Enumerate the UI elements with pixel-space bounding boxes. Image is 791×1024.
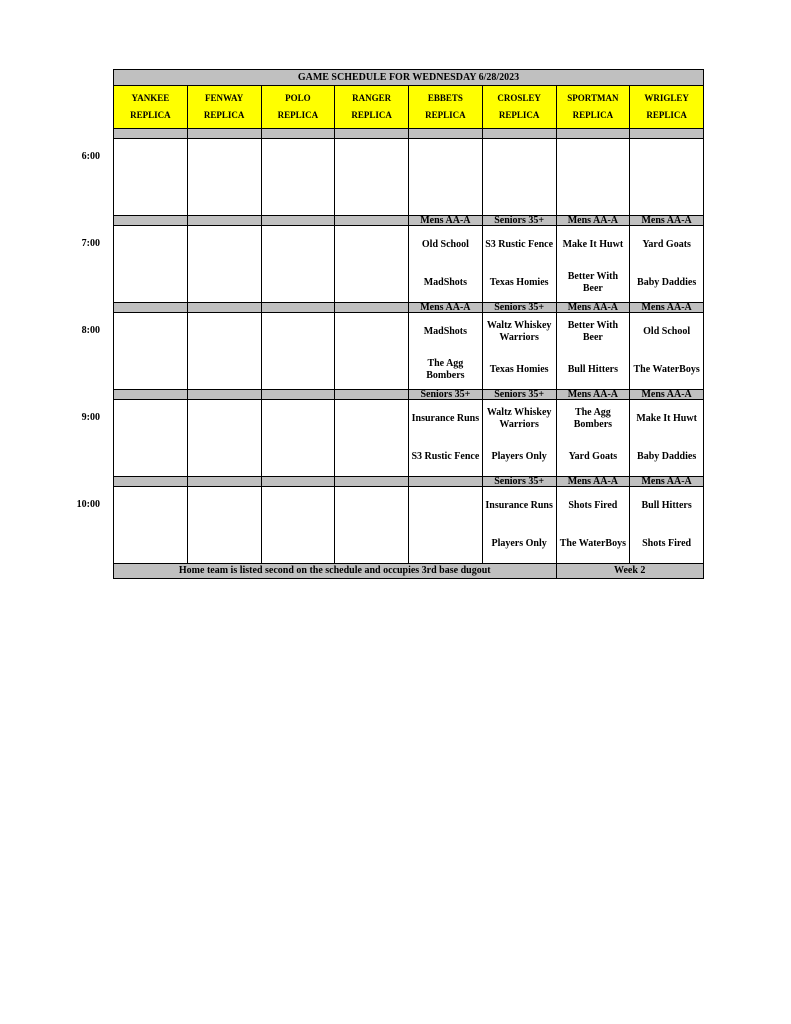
home-team xyxy=(335,264,408,302)
game-matchup xyxy=(335,313,408,389)
division-label xyxy=(114,129,188,139)
division-label: Seniors 35+ xyxy=(482,303,556,313)
home-team xyxy=(262,525,335,563)
home-team xyxy=(114,264,187,302)
home-team xyxy=(188,438,261,476)
game-matchup xyxy=(114,139,187,215)
time-label: 9:00 xyxy=(81,411,100,423)
home-team: Bull Hitters xyxy=(567,364,619,375)
visiting-team xyxy=(114,139,187,177)
visiting-team xyxy=(262,487,335,525)
game-cell xyxy=(114,226,188,303)
division-label xyxy=(187,303,261,313)
game-cell xyxy=(114,139,188,216)
home-team: The WaterBoys xyxy=(633,364,700,375)
home-team: Texas Homies xyxy=(489,277,549,288)
home-team: MadShots xyxy=(423,277,468,288)
visiting-team xyxy=(335,400,408,438)
field-subtitle: REPLICA xyxy=(277,110,319,120)
field-header xyxy=(556,86,630,129)
field-name: CROSLEY xyxy=(497,93,541,103)
week-label: Week 2 xyxy=(556,564,704,579)
visiting-team: Better With Beer xyxy=(567,320,619,343)
division-label xyxy=(261,477,335,487)
home-team: Shots Fired xyxy=(642,538,692,549)
visiting-team: Insurance Runs xyxy=(411,413,480,424)
game-cell xyxy=(187,226,261,303)
game-cell xyxy=(630,226,704,303)
game-matchup xyxy=(557,226,630,302)
division-label: Mens AA-A xyxy=(409,216,483,226)
game-cell xyxy=(482,226,556,303)
time-label: 7:00 xyxy=(81,237,100,249)
visiting-team xyxy=(335,487,408,525)
field-subtitle: REPLICA xyxy=(351,110,392,120)
game-cell xyxy=(482,139,556,216)
home-team: Texas Homies xyxy=(489,364,549,375)
visiting-team xyxy=(483,139,556,177)
home-team xyxy=(114,438,187,476)
division-label xyxy=(409,477,483,487)
field-subtitle: REPLICA xyxy=(646,110,687,120)
visiting-team xyxy=(188,400,261,438)
game-cell xyxy=(114,487,188,564)
visiting-team: Yard Goats xyxy=(642,239,691,250)
game-matchup xyxy=(409,139,482,215)
division-label xyxy=(114,477,188,487)
game-matchup xyxy=(188,400,261,476)
game-cell xyxy=(409,139,483,216)
division-label xyxy=(335,390,409,400)
game-cell xyxy=(409,313,483,390)
time-slot-row xyxy=(114,313,704,390)
visiting-team xyxy=(335,139,408,177)
visiting-team xyxy=(114,313,187,351)
time-label: 10:00 xyxy=(76,498,100,510)
time-slot-row xyxy=(114,226,704,303)
game-matchup xyxy=(114,487,187,563)
division-label xyxy=(630,129,704,139)
home-team xyxy=(188,177,261,215)
division-label: Mens AA-A xyxy=(556,477,630,487)
home-team xyxy=(114,525,187,563)
division-label: Mens AA-A xyxy=(630,216,704,226)
time-slot-row xyxy=(114,400,704,477)
field-header xyxy=(114,86,188,129)
game-matchup xyxy=(335,139,408,215)
game-cell xyxy=(114,400,188,477)
division-label xyxy=(335,216,409,226)
visiting-team xyxy=(188,487,261,525)
division-label: Mens AA-A xyxy=(630,303,704,313)
game-cell xyxy=(482,400,556,477)
division-label xyxy=(114,216,188,226)
game-cell xyxy=(556,226,630,303)
division-row xyxy=(114,390,704,400)
division-label: Seniors 35+ xyxy=(482,477,556,487)
game-cell xyxy=(482,487,556,564)
game-matchup xyxy=(630,487,703,563)
game-cell xyxy=(409,400,483,477)
game-matchup xyxy=(114,226,187,302)
game-cell xyxy=(187,139,261,216)
game-cell xyxy=(335,226,409,303)
division-label: Mens AA-A xyxy=(556,390,630,400)
game-cell xyxy=(335,487,409,564)
home-team xyxy=(114,177,187,215)
game-matchup xyxy=(335,487,408,563)
game-matchup xyxy=(557,139,630,215)
visiting-team xyxy=(188,139,261,177)
game-cell xyxy=(187,400,261,477)
footer-row xyxy=(114,564,704,579)
home-team: Baby Daddies xyxy=(637,277,697,288)
game-cell xyxy=(630,400,704,477)
division-label xyxy=(187,477,261,487)
field-subtitle: REPLICA xyxy=(498,110,540,120)
game-cell xyxy=(556,400,630,477)
home-team xyxy=(409,177,482,215)
schedule-body xyxy=(114,70,704,579)
game-cell xyxy=(261,313,335,390)
game-matchup xyxy=(262,487,335,563)
game-cell xyxy=(261,139,335,216)
field-header xyxy=(261,86,335,129)
division-row xyxy=(114,129,704,139)
game-cell xyxy=(187,487,261,564)
game-cell xyxy=(556,487,630,564)
division-label xyxy=(482,129,556,139)
game-matchup xyxy=(335,226,408,302)
game-matchup xyxy=(188,226,261,302)
division-label xyxy=(335,477,409,487)
game-cell xyxy=(335,139,409,216)
home-team: Better With Beer xyxy=(567,271,619,294)
visiting-team xyxy=(335,313,408,351)
field-name: SPORTMAN xyxy=(567,93,619,103)
game-matchup xyxy=(262,313,335,389)
field-subtitle: REPLICA xyxy=(425,110,466,120)
game-matchup xyxy=(483,139,556,215)
visiting-team: Waltz Whiskey Warriors xyxy=(486,320,552,343)
home-team xyxy=(262,177,335,215)
game-cell xyxy=(556,139,630,216)
time-slot-row xyxy=(114,487,704,564)
visiting-team: Old School xyxy=(421,239,469,250)
game-cell xyxy=(187,313,261,390)
game-matchup xyxy=(630,226,703,302)
home-team xyxy=(630,177,703,215)
visiting-team xyxy=(188,313,261,351)
visiting-team xyxy=(557,139,630,177)
game-matchup xyxy=(409,313,482,389)
visiting-team xyxy=(409,139,482,177)
visiting-team xyxy=(409,487,482,525)
visiting-team: Waltz Whiskey Warriors xyxy=(486,407,552,430)
visiting-team xyxy=(114,226,187,264)
division-row xyxy=(114,303,704,313)
field-name: YANKEE xyxy=(131,93,170,103)
home-team xyxy=(335,351,408,389)
game-matchup xyxy=(188,313,261,389)
division-label: Mens AA-A xyxy=(556,216,630,226)
division-label: Mens AA-A xyxy=(409,303,483,313)
visiting-team xyxy=(262,226,335,264)
field-name: POLO xyxy=(285,93,311,103)
field-name: EBBETS xyxy=(427,93,463,103)
division-label: Seniors 35+ xyxy=(409,390,483,400)
game-cell xyxy=(482,313,556,390)
time-slot-row xyxy=(114,139,704,216)
time-label: 6:00 xyxy=(81,150,100,162)
field-name: WRIGLEY xyxy=(644,93,689,103)
visiting-team xyxy=(335,226,408,264)
home-team: The WaterBoys xyxy=(559,538,626,549)
game-matchup xyxy=(262,226,335,302)
division-label: Mens AA-A xyxy=(556,303,630,313)
home-team: Baby Daddies xyxy=(637,451,697,462)
division-label xyxy=(556,129,630,139)
visiting-team: The Agg Bombers xyxy=(573,407,613,430)
field-header xyxy=(482,86,556,129)
visiting-team: MadShots xyxy=(423,326,468,337)
field-header-row xyxy=(114,86,704,129)
field-header xyxy=(187,86,261,129)
field-subtitle: REPLICA xyxy=(130,110,171,120)
home-team xyxy=(409,525,482,563)
game-matchup xyxy=(188,139,261,215)
division-label xyxy=(335,129,409,139)
game-matchup xyxy=(483,400,556,476)
visiting-team: Insurance Runs xyxy=(485,500,553,511)
home-team: S3 Rustic Fence xyxy=(411,451,480,462)
game-cell xyxy=(630,313,704,390)
game-matchup xyxy=(409,226,482,302)
home-team xyxy=(335,177,408,215)
field-subtitle: REPLICA xyxy=(572,110,614,120)
game-cell xyxy=(556,313,630,390)
game-matchup xyxy=(409,487,482,563)
division-label: Seniors 35+ xyxy=(482,390,556,400)
home-team xyxy=(262,351,335,389)
game-cell xyxy=(409,226,483,303)
visiting-team: Make It Huwt xyxy=(562,239,624,250)
home-team xyxy=(483,177,556,215)
visiting-team: Shots Fired xyxy=(568,500,618,511)
game-matchup xyxy=(262,139,335,215)
home-team xyxy=(188,525,261,563)
division-label: Seniors 35+ xyxy=(482,216,556,226)
game-matchup xyxy=(409,400,482,476)
visiting-team xyxy=(630,139,703,177)
division-label xyxy=(261,303,335,313)
game-matchup xyxy=(557,400,630,476)
field-header xyxy=(409,86,483,129)
division-label xyxy=(335,303,409,313)
game-matchup xyxy=(630,400,703,476)
game-cell xyxy=(630,139,704,216)
schedule-title: GAME SCHEDULE FOR WEDNESDAY 6/28/2023 xyxy=(114,70,704,86)
division-label: Mens AA-A xyxy=(630,477,704,487)
game-matchup xyxy=(557,487,630,563)
game-matchup xyxy=(114,400,187,476)
game-matchup xyxy=(630,313,703,389)
division-label: Mens AA-A xyxy=(630,390,704,400)
game-cell xyxy=(261,226,335,303)
division-label xyxy=(187,390,261,400)
division-row xyxy=(114,216,704,226)
game-cell xyxy=(630,487,704,564)
home-team xyxy=(335,438,408,476)
visiting-team xyxy=(188,226,261,264)
home-team xyxy=(114,351,187,389)
home-team xyxy=(188,264,261,302)
division-label xyxy=(114,303,188,313)
visiting-team xyxy=(262,313,335,351)
game-matchup xyxy=(557,313,630,389)
game-matchup xyxy=(483,226,556,302)
division-label xyxy=(409,129,483,139)
home-team xyxy=(262,438,335,476)
home-team: Players Only xyxy=(491,538,547,549)
home-team xyxy=(188,351,261,389)
division-label xyxy=(261,129,335,139)
game-cell xyxy=(335,400,409,477)
visiting-team xyxy=(114,487,187,525)
field-subtitle: REPLICA xyxy=(203,110,245,120)
home-team: The Agg Bombers xyxy=(426,358,465,381)
time-label: 8:00 xyxy=(81,324,100,336)
schedule-table xyxy=(113,69,704,579)
game-matchup xyxy=(335,400,408,476)
field-name: FENWAY xyxy=(205,93,244,103)
game-matchup xyxy=(483,313,556,389)
division-label xyxy=(187,216,261,226)
division-label xyxy=(261,216,335,226)
game-cell xyxy=(335,313,409,390)
home-team xyxy=(262,264,335,302)
visiting-team: Old School xyxy=(643,326,691,337)
game-matchup xyxy=(262,400,335,476)
visiting-team: Make It Huwt xyxy=(636,413,697,424)
visiting-team xyxy=(262,400,335,438)
game-matchup xyxy=(188,487,261,563)
game-matchup xyxy=(114,313,187,389)
game-cell xyxy=(114,313,188,390)
field-header xyxy=(630,86,704,129)
field-header xyxy=(335,86,409,129)
game-matchup xyxy=(483,487,556,563)
home-team xyxy=(557,177,630,215)
division-label xyxy=(187,129,261,139)
game-cell xyxy=(261,487,335,564)
division-row xyxy=(114,477,704,487)
field-name: RANGER xyxy=(352,93,392,103)
home-team xyxy=(335,525,408,563)
visiting-team: S3 Rustic Fence xyxy=(485,239,554,250)
game-cell xyxy=(261,400,335,477)
visiting-team: Bull Hitters xyxy=(641,500,692,511)
visiting-team xyxy=(262,139,335,177)
game-cell xyxy=(409,487,483,564)
footer-note: Home team is listed second on the schedule and occupies 3rd base dugout xyxy=(114,564,557,579)
division-label xyxy=(114,390,188,400)
home-team: Yard Goats xyxy=(568,451,618,462)
game-matchup xyxy=(630,139,703,215)
division-label xyxy=(261,390,335,400)
home-team: Players Only xyxy=(491,451,547,462)
visiting-team xyxy=(114,400,187,438)
